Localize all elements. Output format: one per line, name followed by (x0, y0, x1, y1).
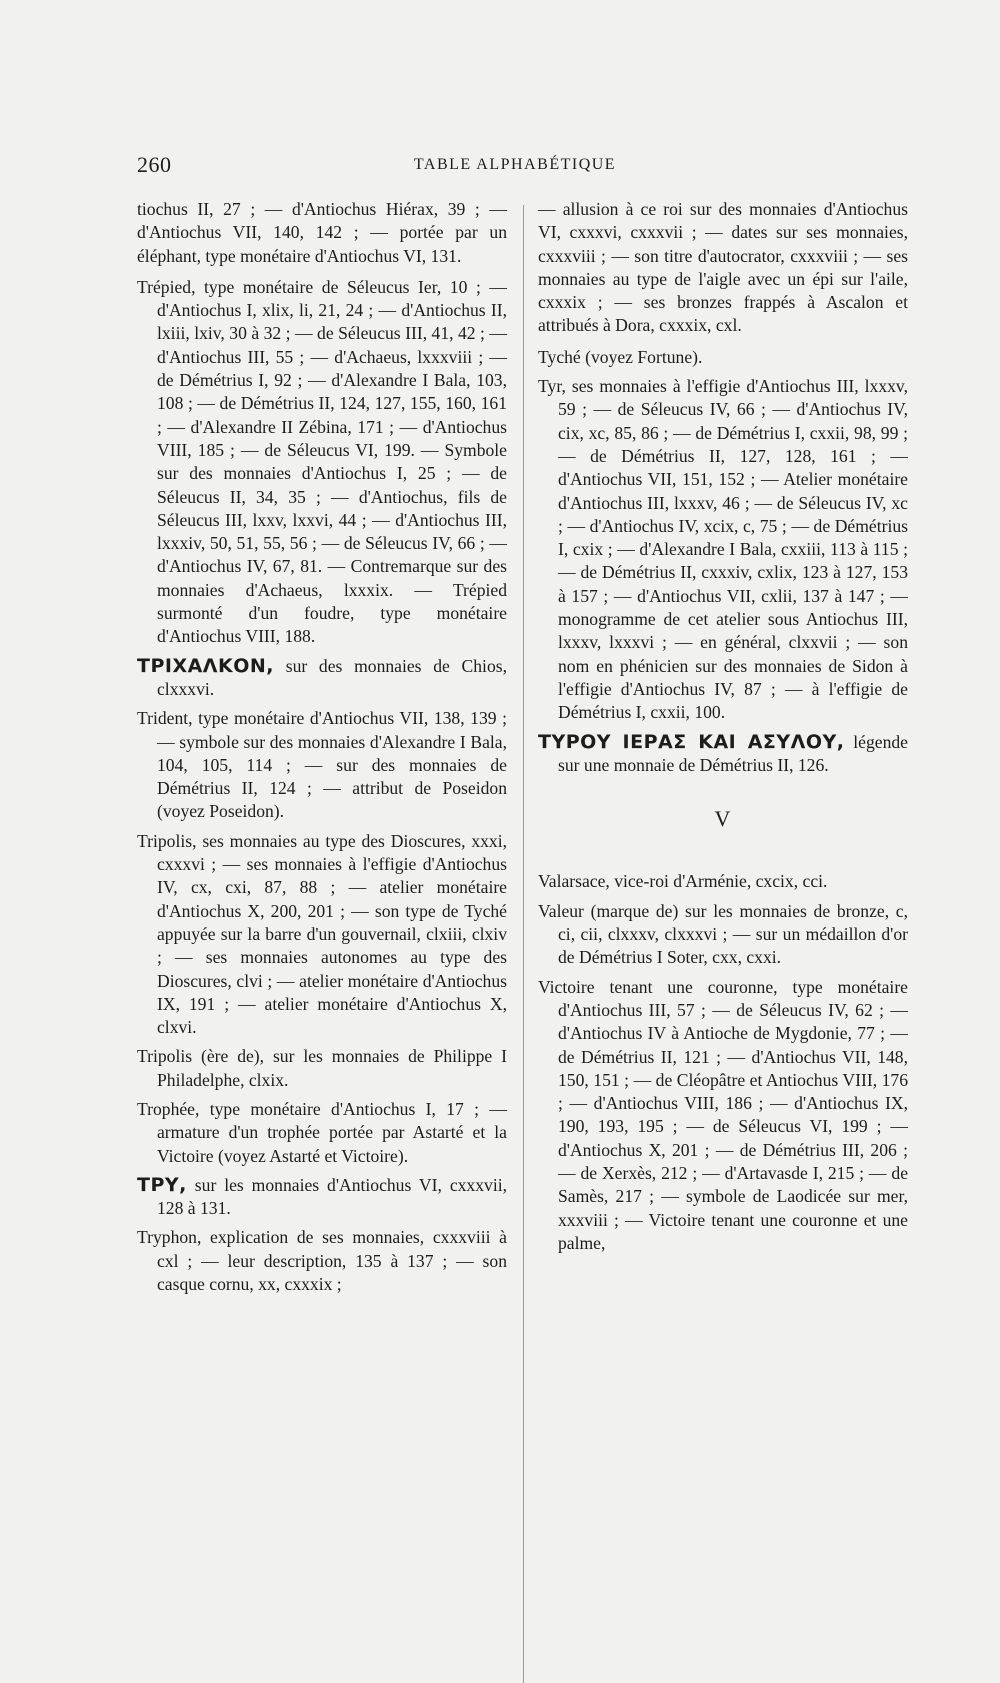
right-column (538, 198, 908, 1261)
page-number: 260 (137, 152, 172, 177)
index-entry: Tyr, ses monnaies à l'effigie d'Antiochus III, lxxxv, 59 ; — de Séleucus IV, 66 ; — d'Antiochus IV, cix, xc, 85, 86 ; — de Démétrius I, cxxii, 98, 99 ; — de Démétrius II, 127, 128, 161 ; — d'Antiochus VII, 151, 152 ; — Atelier monétaire d'Antiochus III, lxxxv, 46 ; — de Séleucus IV, xc ; — d'Antiochus IV, xcix, c, 75 ; — de Démétrius I, cxix ; — d'Alexandre I Bala, cxxiii, 113 à 115 ; — de Démétrius II, cxxxiv, cxlix, 123 à 127, 153 à 157 ; — d'Antiochus VII, cxlii, 137 à 147 ; — monogramme de cet atelier sous Antiochus III, lxxxv, lxxxvi ; — en général, clxxvii ; — son nom en phénicien sur des monnaies de Sidon à l'effigie d'Antiochus IV, 87 ; — à l'effigie de Démétrius I, cxxii, 100. (538, 376, 908, 723)
column-divider (523, 205, 524, 1683)
index-entry: Victoire tenant une couronne, type monétaire d'Antiochus III, 57 ; — de Séleucus IV, 62 ; — d'Antiochus IV à Antioche de Mygdonie, 77 ; — de Démétrius II, 121 ; — d'Antiochus VII, 148, 150, 151 ; — de Cléopâtre et Antiochus VIII, 176 ; — d'Antiochus VIII, 186 ; — d'Antiochus IX, 190, 193, 195 ; — de Séleucus VI, 199 ; — d'Antiochus X, 201 ; — de Démétrius III, 206 ; — de Xerxès, 212 ; — d'Artavasde I, 215 ; — de Samès, 217 ; — symbole de Laodicée sur mer, xxxviii ; — Victoire tenant une couronne et une palme, (538, 976, 908, 1253)
index-entry: Tripolis, ses monnaies au type des Dioscures, xxxi, cxxxvi ; — ses monnaies à l'effigie d'Antiochus IV, cx, cxi, 87, 88 ; — atelier monétaire d'Antiochus X, 200, 201 ; — son type de Tyché appuyée sur la barre d'un gouvernail, clxiii, clxiv ; — ses monnaies autonomes au type des Dioscures, clvi ; — atelier monétaire d'Antiochus IX, 191 ; — atelier monétaire d'Antiochus X, clxvi. (137, 830, 507, 1038)
index-entry (137, 1174, 507, 1221)
index-entry: tiochus II, 27 ; — d'Antiochus Hiérax, 39 ; — d'Antiochus VII, 140, 142 ; — portée par un éléphant, type monétaire d'Antiochus VI, 131. (137, 199, 507, 266)
entry-text: légende sur une monnaie de Démétrius II, 126. (558, 731, 908, 775)
entry-text: sur des monnaies de Chios, clxxxvi. (157, 655, 507, 699)
index-entry: Tripolis (ère de), sur les monnaies de Philippe I Philadelphe, clxix. (137, 1046, 507, 1090)
index-entry: Valeur (marque de) sur les monnaies de bronze, c, ci, cii, clxxxv, clxxxvi ; — sur un médaillon d'or de Démétrius I Soter, cxx, cxxi. (538, 900, 908, 968)
left-column (137, 198, 507, 1302)
index-entry (137, 655, 507, 702)
index-entry: Tyché (voyez Fortune). (538, 346, 703, 367)
entry-text: sur les monnaies d'Antiochus VI, cxxxvii, 128 à 131. (157, 1174, 507, 1219)
greek-headword: ΤΡΥ, (137, 1173, 187, 1196)
section-letter: V (714, 806, 732, 832)
greek-headword: ΤΥΡΟΥ ΙΕΡΑΣ ΚΑΙ ΑΣΥΛΟΥ, (538, 730, 845, 753)
index-entry (538, 731, 908, 778)
index-entry: Trépied, type monétaire de Séleucus Ier, 10 ; — d'Antiochus I, xlix, li, 21, 24 ; — d'Antiochus II, lxiii, lxiv, 30 à 32 ; — de Séleucus III, 41, 42 ; — d'Antiochus III, 55 ; — d'Achaeus, lxxxviii ; — de Démétrius I, 92 ; — d'Alexandre I Bala, 103, 108 ; — de Démétrius II, 124, 127, 155, 160, 161 ; — d'Alexandre II Zébina, 171 ; — d'Antiochus VIII, 185 ; — de Séleucus VI, 199. — Symbole sur des monnaies d'Antiochus I, 25 ; — de Séleucus II, 34, 35 ; — d'Antiochus, fils de Séleucus III, lxxv, lxxvi, 44 ; — d'Antiochus III, lxxxiv, 50, 51, 55, 56 ; — de Séleucus IV, 66 ; — d'Antiochus IV, 67, 81. — Contremarque sur des monnaies d'Achaeus, lxxxix. — Trépied surmonté d'un foudre, type monétaire d'Antiochus VIII, 188. (137, 276, 507, 647)
index-entry: — allusion à ce roi sur des monnaies d'Antiochus VI, cxxxvi, cxxxvii ; — dates sur ses monnaies, cxxxviii ; — son titre d'autocrator, cxxxviii ; — ses monnaies au type de l'aigle avec un épi sur l'aile, cxxxix ; — ses bronzes frappés à Ascalon et attribués à Dora, cxxxix, cxl. (538, 199, 908, 336)
index-entry: Trident, type monétaire d'Antiochus VII, 138, 139 ; — symbole sur des monnaies d'Alexandre I Bala, 104, 105, 114 ; — sur des monnaies de Démétrius II, 124 ; — attribut de Poseidon (voyez Poseidon). (137, 708, 507, 822)
greek-headword: ΤΡΙΧΑΛΚΟΝ, (137, 654, 275, 677)
index-entry: Trophée, type monétaire d'Antiochus I, 17 ; — armature d'un trophée portée par Astarté et la Victoire (voyez Astarté et Victoire). (137, 1098, 507, 1166)
index-entry: Tryphon, explication de ses monnaies, cxxxviii à cxl ; — leur description, 135 à 137 ; — son casque cornu, xx, cxxxix ; (137, 1227, 507, 1295)
index-entry: Valarsace, vice-roi d'Arménie, cxcix, cci. (538, 871, 828, 892)
running-title: TABLE ALPHABÉTIQUE (413, 156, 617, 173)
